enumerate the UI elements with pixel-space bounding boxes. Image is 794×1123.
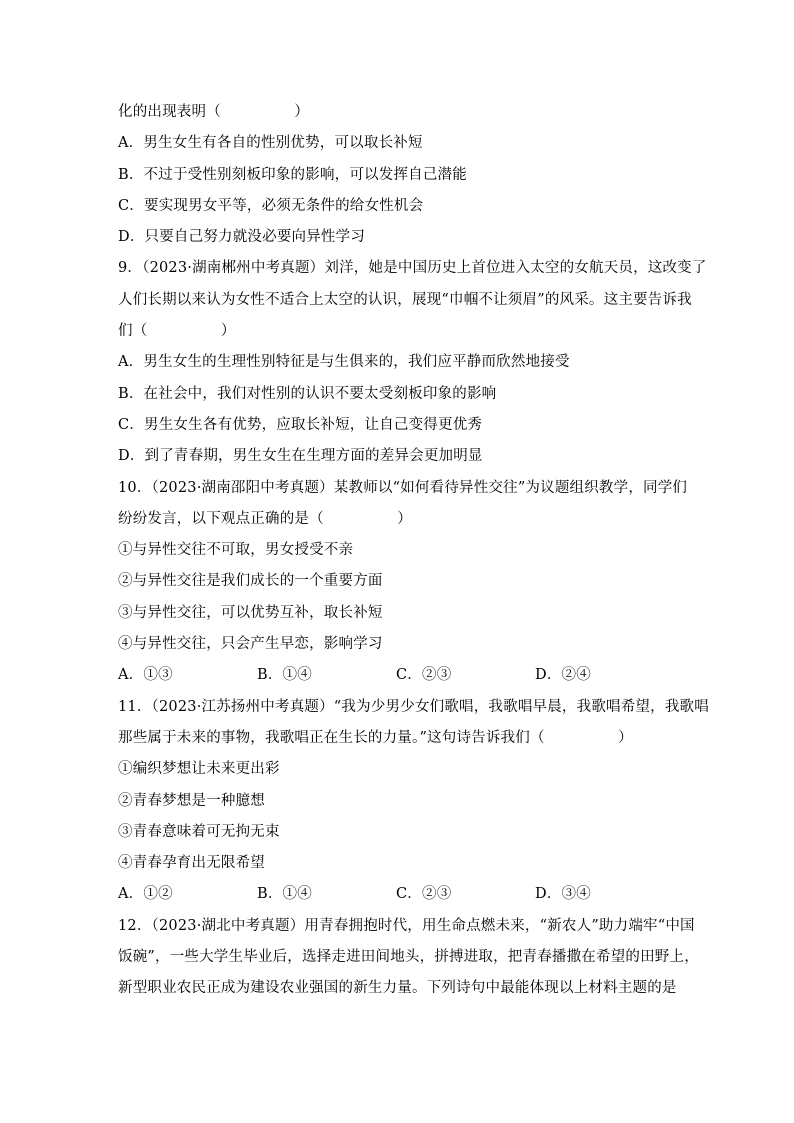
statement-1: ①与异性交往不可取，男女授受不亲 — [118, 542, 354, 559]
option-a: A．男生女生的生理性别特征是与生俱来的，我们应平静而欣然地接受 — [118, 354, 570, 371]
question-9-line-1: 9．（2023·湖南郴州中考真题）刘洋，她是中国历史上首位进入太空的女航天员，这改变了 — [118, 260, 707, 277]
statement-4: ④与异性交往，只会产生早恋，影响学习 — [118, 636, 383, 653]
option-a: A．男生女生有各自的性别优势，可以取长补短 — [118, 135, 423, 152]
option-c: C．男生女生各有优势，应取长补短，让自己变得更优秀 — [118, 416, 483, 433]
statement-1: ①编织梦想让未来更出彩 — [118, 761, 280, 778]
statement-2: ②青春梦想是一种臆想 — [118, 792, 265, 809]
option-b: B．①④ — [257, 667, 312, 684]
text-line: 化的出现表明（ ） — [118, 104, 310, 120]
option-d: D．到了青春期，男生女生在生理方面的差异会更加明显 — [118, 448, 483, 465]
question-11-line-2: 那些属于未来的事物，我歌唱正在生长的力量。”这句诗告诉我们（ ） — [118, 729, 633, 746]
question-9-line-2: 人们长期以来认为女性不适合上太空的认识，展现“巾帼不让须眉”的风采。这主要告诉我 — [118, 291, 692, 308]
statement-4: ④青春孕育出无限希望 — [118, 855, 265, 872]
question-12-line-1: 12．（2023·湖北中考真题）用青春拥抱时代，用生命点燃未来，“新农人”助力端牢“中国 — [118, 917, 695, 934]
option-d: D．③④ — [535, 886, 591, 903]
option-d: D．只要自己努力就没必要向异性学习 — [118, 229, 366, 246]
option-c: C．②③ — [396, 886, 452, 903]
option-a: A．①② — [118, 886, 173, 903]
question-12-line-3: 新型职业农民正成为建设农业强国的新生力量。下列诗句中最能体现以上材料主题的是 — [118, 980, 677, 997]
option-d: D．②④ — [535, 667, 591, 684]
page-content — [118, 101, 709, 1009]
option-c: C．要实现男女平等，必须无条件的给女性机会 — [118, 197, 424, 214]
statement-3: ③与异性交往，可以优势互补，取长补短 — [118, 604, 383, 621]
option-b: B．①④ — [257, 886, 312, 903]
question-10-options — [118, 664, 678, 695]
question-11-options — [118, 883, 678, 914]
option-b: B．不过于受性别刻板印象的影响，可以发挥自己潜能 — [118, 166, 467, 183]
option-c: C．②③ — [396, 667, 452, 684]
question-10-line-2: 纷纷发言，以下观点正确的是（ ） — [118, 510, 412, 527]
statement-2: ②与异性交往是我们成长的一个重要方面 — [118, 573, 383, 590]
option-b: B．在社会中，我们对性别的认识不要太受刻板印象的影响 — [118, 385, 497, 402]
question-10-line-1: 10．（2023·湖南邵阳中考真题）某教师以“如何看待异性交往”为议题组织教学，同学们 — [118, 479, 688, 496]
statement-3: ③青春意味着可无拘无束 — [118, 823, 280, 840]
question-11-line-1: 11．（2023·江苏扬州中考真题）“我为少男少女们歌唱，我歌唱早晨，我歌唱希望，我歌唱 — [118, 698, 709, 715]
question-9-line-3: 们（ ） — [118, 323, 236, 340]
question-12-line-2: 饭碗”，一些大学生毕业后，选择走进田间地头，拼搏进取，把青春播撒在希望的田野上， — [118, 949, 699, 966]
option-a: A．①③ — [118, 667, 173, 684]
